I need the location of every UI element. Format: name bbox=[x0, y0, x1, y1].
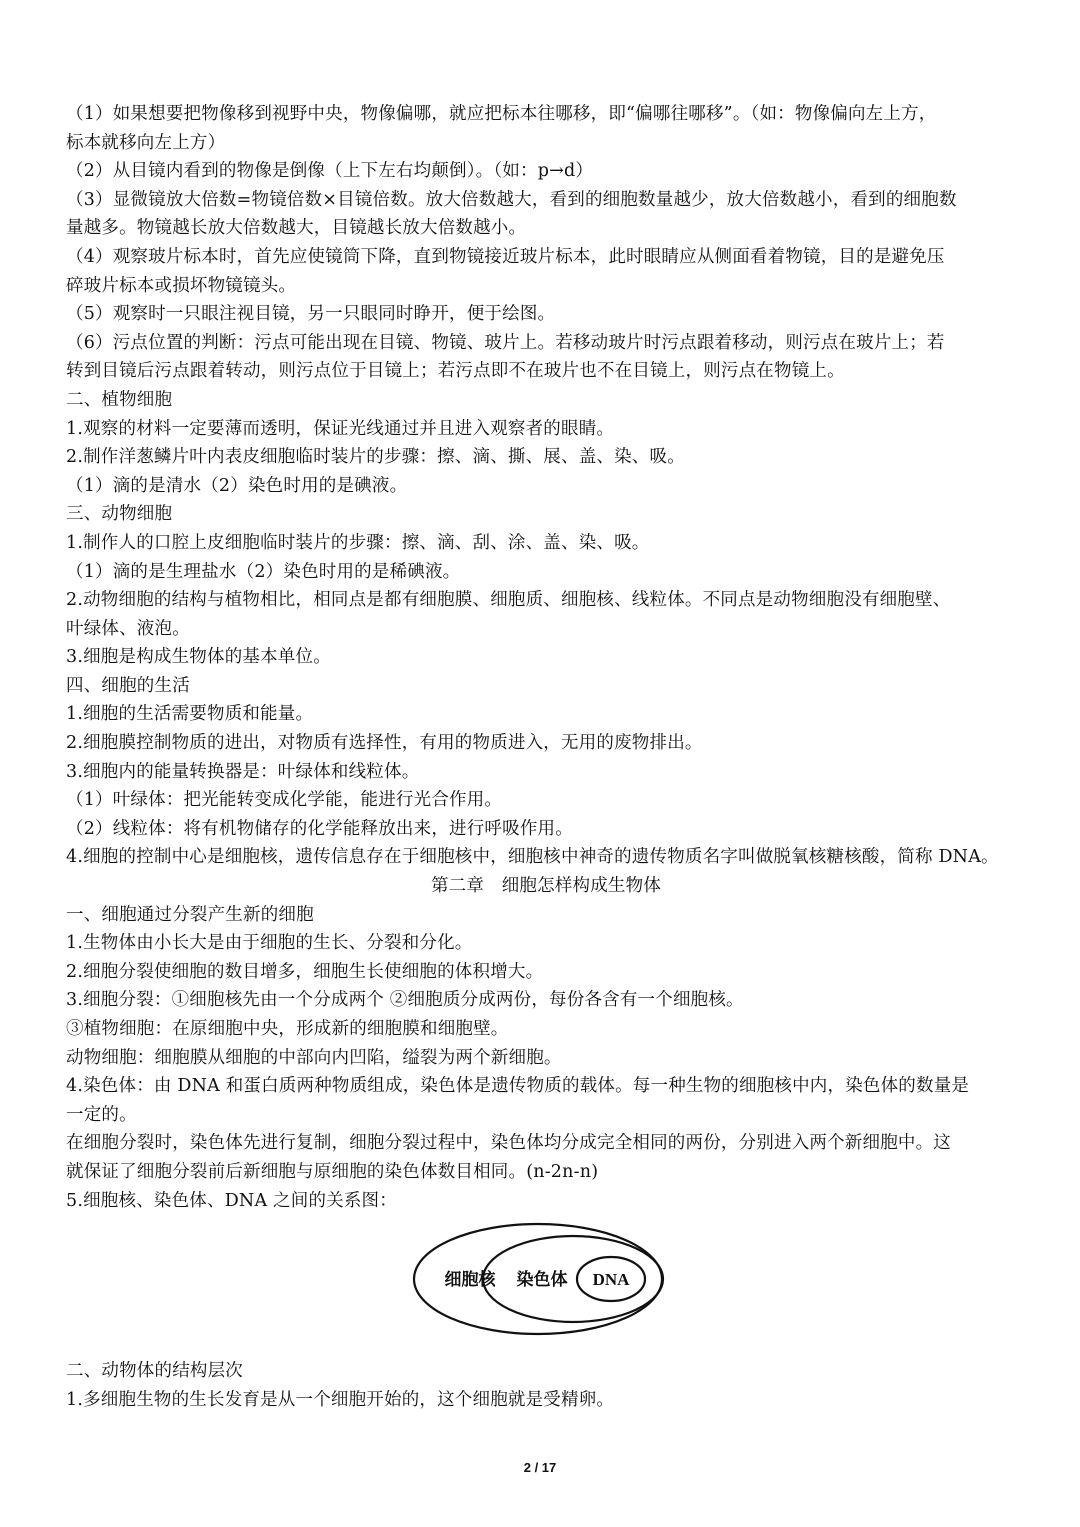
text-line: 一定的。 bbox=[66, 1104, 137, 1125]
text-line: 一、细胞通过分裂产生新的细胞 bbox=[66, 904, 314, 925]
text-line: （1）叶绿体：把光能转变成化学能，能进行光合作用。 bbox=[66, 790, 503, 811]
text-line: 四、细胞的生活 bbox=[66, 675, 190, 696]
text-line: （6）污点位置的判断：污点可能出现在目镜、物镜、玻片上。若移动玻片时污点跟着移动，则污点在玻片上；若 bbox=[66, 332, 945, 353]
text-line: 1.制作人的口腔上皮细胞临时装片的步骤：擦、滴、刮、涂、盖、染、吸。 bbox=[66, 532, 650, 553]
text-line: ③植物细胞：在原细胞中央，形成新的细胞膜和细胞壁。 bbox=[66, 1019, 509, 1039]
text-line: 3.细胞是构成生物体的基本单位。 bbox=[66, 647, 331, 668]
text-line: 量越多。物镜越长放大倍数越大，目镜越长放大倍数越小。 bbox=[66, 218, 527, 239]
relationship-diagram bbox=[66, 1215, 1018, 1357]
text-line: 5.细胞核、染色体、DNA 之间的关系图： bbox=[66, 1190, 397, 1211]
text-line: 1.观察的材料一定要薄而透明，保证光线通过并且进入观察者的眼睛。 bbox=[66, 418, 615, 439]
text-line: 1.生物体由小长大是由于细胞的生长、分裂和分化。 bbox=[66, 933, 473, 954]
text-line: 三、动物细胞 bbox=[66, 504, 173, 525]
text-line: 2.细胞膜控制物质的进出，对物质有选择性，有用的物质进入，无用的废物排出。 bbox=[66, 733, 703, 754]
text-line: （4）观察玻片标本时，首先应使镜筒下降，直到物镜接近玻片标本，此时眼睛应从侧面看着物镜，目的是避免压 bbox=[66, 246, 945, 267]
text-line: 3.细胞内的能量转换器是：叶绿体和线粒体。 bbox=[66, 761, 420, 782]
text-line: 2.制作洋葱鳞片叶内表皮细胞临时装片的步骤：擦、滴、撕、展、盖、染、吸。 bbox=[66, 447, 685, 468]
text-line: 二、植物细胞 bbox=[66, 389, 173, 410]
text-line: 二、动物体的结构层次 bbox=[66, 1361, 243, 1382]
text-line: 2.动物细胞的结构与植物相比，相同点是都有细胞膜、细胞质、细胞核、线粒体。不同点是动物细胞没有细胞壁、 bbox=[66, 590, 951, 611]
text-line: （1）如果想要把物像移到视野中央，物像偏哪，就应把标本往哪移，即“偏哪往哪移”。（如：物像偏向左上方， bbox=[66, 104, 937, 124]
text-line: 3.细胞分裂：①细胞核先由一个分成两个 ②细胞质分成两份，每份各含有一个细胞核。 bbox=[66, 990, 744, 1011]
diagram-label-nucleus: 细胞核 bbox=[444, 1270, 496, 1291]
text-line: 转到目镜后污点跟着转动，则污点位于目镜上；若污点即不在玻片也不在目镜上，则污点在物镜上。 bbox=[66, 361, 845, 382]
text-line: 4.细胞的控制中心是细胞核，遗传信息存在于细胞核中，细胞核中神奇的遗传物质名字叫做脱氧核糖核酸，简称 DNA。 bbox=[66, 847, 999, 868]
diagram-label-dna: DNA bbox=[592, 1270, 630, 1290]
text-block-after bbox=[66, 1357, 1018, 1414]
text-line: 动物细胞：细胞膜从细胞的中部向内凹陷，缢裂为两个新细胞。 bbox=[66, 1047, 562, 1068]
text-line: 碎玻片标本或损坏物镜镜头。 bbox=[66, 275, 297, 296]
page-content bbox=[66, 100, 1018, 1414]
text-line: （1）滴的是清水（2）染色时用的是碘液。 bbox=[66, 475, 408, 496]
text-line: 就保证了细胞分裂前后新细胞与原细胞的染色体数目相同。(n-2n-n) bbox=[66, 1161, 599, 1182]
text-line: 标本就移向左上方） bbox=[66, 132, 226, 153]
text-line: （1）滴的是生理盐水（2）染色时用的是稀碘液。 bbox=[66, 561, 461, 582]
text-line: 1.多细胞生物的生长发育是从一个细胞开始的，这个细胞就是受精卵。 bbox=[66, 1389, 615, 1410]
text-line: （2）从目镜内看到的物像是倒像（上下左右均颠倒）。（如：p→d） bbox=[66, 161, 594, 182]
diagram-label-chromosome: 染色体 bbox=[516, 1270, 568, 1291]
chapter-title: 第二章 细胞怎样构成生物体 bbox=[430, 876, 662, 897]
text-line: 叶绿体、液泡。 bbox=[66, 618, 190, 639]
text-line: （3）显微镜放大倍数=物镜倍数×目镜倍数。放大倍数越大，看到的细胞数量越少，放大倍数越小，看到的细胞数 bbox=[66, 189, 957, 210]
text-line: 在细胞分裂时，染色体先进行复制，细胞分裂过程中，染色体均分成完全相同的两份，分别进入两个新细胞中。这 bbox=[66, 1133, 951, 1154]
text-line: （5）观察时一只眼注视目镜，另一只眼同时睁开，便于绘图。 bbox=[66, 304, 556, 325]
text-line: 2.细胞分裂使细胞的数目增多，细胞生长使细胞的体积增大。 bbox=[66, 961, 544, 982]
chromosome-ellipse bbox=[483, 1236, 663, 1322]
text-line: 1.细胞的生活需要物质和能量。 bbox=[66, 704, 314, 725]
text-line: （2）线粒体：将有机物储存的化学能释放出来，进行呼吸作用。 bbox=[66, 818, 573, 839]
text-block-before bbox=[66, 100, 1018, 872]
text-line: 4.染色体：由 DNA 和蛋白质两种物质组成，染色体是遗传物质的载体。每一种生物的细胞核中内，染色体的数量是 bbox=[66, 1076, 970, 1097]
text-block-middle bbox=[66, 901, 1018, 1216]
page-number: 2 / 17 bbox=[523, 1460, 557, 1475]
nucleus-chromosome-dna-diagram bbox=[410, 1221, 670, 1343]
